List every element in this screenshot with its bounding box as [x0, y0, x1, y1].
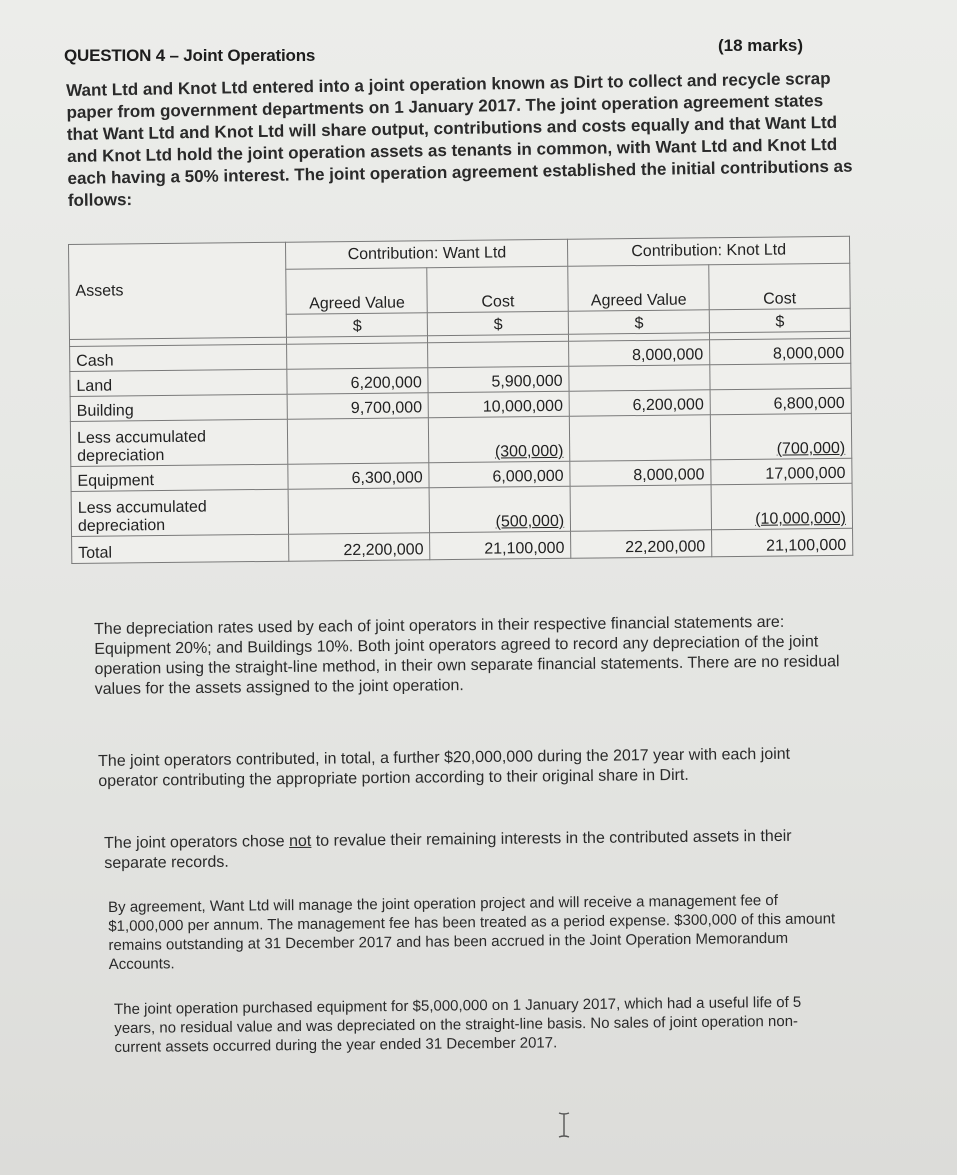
cell: 5,900,000	[428, 366, 569, 392]
paragraph-text: The depreciation rates used by each of joint operators in their respective financial statements are: Equipment 20%; and Buildings 10%. Both joint operators agreed to record any depreciation of the joint operation using the straight-line method, in their own separate financial statements. There are no residual values for the assets assigned to the joint operation.	[94, 613, 840, 698]
knot-cost-header: Cost	[709, 263, 850, 309]
cell	[287, 343, 428, 369]
cell: (300,000)	[429, 416, 570, 462]
question-title: QUESTION 4 – Joint Operations	[64, 46, 316, 65]
cell: 21,100,000	[430, 531, 571, 559]
row-label: Building	[70, 394, 288, 421]
equipment-purchase-paragraph	[114, 992, 845, 1057]
text-cursor-icon	[557, 1112, 571, 1138]
cell: 6,300,000	[288, 463, 429, 489]
table-row	[70, 413, 851, 466]
cell: 6,000,000	[429, 461, 570, 487]
want-cost-currency: $	[428, 311, 569, 335]
row-label: Less accumulated depreciation	[70, 419, 288, 466]
want-cost-header: Cost	[427, 266, 568, 312]
row-label: Total	[72, 534, 290, 563]
cell: 6,800,000	[710, 388, 851, 414]
cell: 6,200,000	[287, 368, 428, 394]
cell: 6,200,000	[569, 390, 710, 416]
cell: 21,100,000	[712, 528, 853, 556]
cell: (500,000)	[429, 486, 570, 532]
depreciation-paragraph	[94, 612, 847, 700]
cell: (10,000,000)	[711, 483, 852, 529]
assets-header: Assets	[69, 242, 287, 339]
cell: 10,000,000	[428, 391, 569, 417]
knot-header: Contribution: Knot Ltd	[568, 236, 850, 266]
cell: 17,000,000	[711, 458, 852, 484]
cell	[428, 341, 569, 367]
cell	[710, 363, 851, 389]
knot-agreed-currency: $	[568, 310, 709, 334]
row-label: Cash	[70, 344, 288, 371]
intro-paragraph	[66, 68, 858, 212]
text-run: The joint operators chose	[104, 833, 290, 852]
cell	[570, 415, 711, 461]
paragraph-text: By agreement, Want Ltd will manage the joint operation project and will receive a management fee of $1,000,000 per annum. The management fee has been treated as a period expense. $300,000 of this amount remains outstanding at 31 December 2017 and has been accrued in the Joint Operation Memorandum Accounts.	[108, 891, 836, 973]
management-fee-paragraph	[108, 890, 847, 974]
row-label: Less accumulated depreciation	[71, 489, 289, 536]
revalue-paragraph	[104, 826, 846, 874]
cell: 8,000,000	[570, 460, 711, 486]
cell	[569, 365, 710, 391]
cell	[289, 488, 430, 534]
paragraph-text: The joint operation purchased equipment for $5,000,000 on 1 January 2017, which had a useful life of 5 years, no residual value and was depreciated on the straight-line basis. No sales of joint operation non-current assets occurred during the year ended 31 December 2017.	[114, 993, 802, 1056]
paragraph-text: The joint operators contributed, in total, a further $20,000,000 during the 2017 year with each joint operator contributing the appropriate portion according to their original share in Dirt.	[98, 745, 791, 790]
want-agreed-currency: $	[287, 313, 428, 337]
want-agreed-header: Agreed Value	[286, 268, 427, 314]
want-header: Contribution: Want Ltd	[286, 239, 568, 269]
row-label: Equipment	[71, 464, 289, 491]
knot-agreed-header: Agreed Value	[568, 265, 709, 311]
intro-text: Want Ltd and Knot Ltd entered into a joint operation known as Dirt to collect and recycle scrap paper from government departments on 1 January 2017. The joint operation agreement states that Want Ltd and Knot Ltd will share output, contributions and costs equally and that Want Ltd and Knot Ltd hold the joint operation assets as tenants in common, with Want Ltd and Knot Ltd each having a 50% interest. The joint operation agreement established the initial contributions as follows:	[66, 68, 853, 210]
cell: 9,700,000	[288, 393, 429, 419]
paragraph-text	[104, 826, 846, 874]
text-run: to revalue their remaining interests in the contributed assets in their separate records.	[104, 827, 792, 872]
table-row	[71, 483, 852, 536]
cell: 22,200,000	[571, 530, 712, 558]
cell: 8,000,000	[710, 338, 851, 364]
cell	[288, 418, 429, 464]
contributions-table	[68, 236, 853, 564]
text-run-underlined: not	[289, 832, 312, 851]
cell: (700,000)	[710, 413, 851, 459]
question-marks: (18 marks)	[718, 36, 804, 55]
cell: 8,000,000	[569, 340, 710, 366]
knot-cost-currency: $	[709, 308, 850, 332]
further-contribution-paragraph	[98, 744, 846, 792]
cell	[570, 485, 711, 531]
row-label: Land	[70, 369, 288, 396]
cell: 22,200,000	[289, 533, 430, 561]
